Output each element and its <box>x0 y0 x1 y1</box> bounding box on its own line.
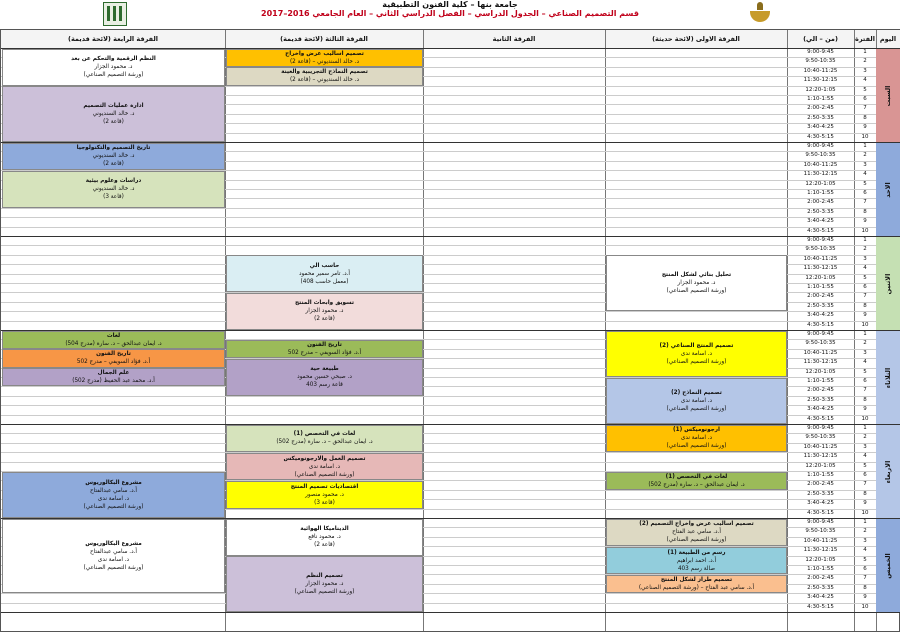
day-name: الخميس <box>884 552 892 579</box>
course-detail: د. محمود نافع <box>308 534 341 541</box>
period-time: 1:10-1:55 <box>807 378 834 384</box>
period-number: 4 <box>863 547 867 554</box>
period-time: 12:20-1:05 <box>805 180 836 187</box>
period-number: 1 <box>863 143 867 149</box>
course-block[interactable] <box>606 519 787 547</box>
course-name: تصميم المنتج الصناعي (2) <box>659 342 734 349</box>
course-block[interactable] <box>606 331 787 378</box>
period-number: 3 <box>863 255 867 262</box>
row-divider <box>1 245 876 246</box>
course-block[interactable] <box>226 556 423 612</box>
course-name: رسم من الطبيعة (1) <box>667 549 726 556</box>
period-number: 7 <box>863 481 867 488</box>
period-number: 5 <box>863 180 867 187</box>
period-time: 1:10-1:55 <box>807 472 834 478</box>
period-time: 12:20-1:05 <box>805 368 836 375</box>
course-block[interactable] <box>606 575 787 593</box>
day-name: الثلاثاء <box>884 367 892 388</box>
period-time: 3:40-4:25 <box>807 312 834 319</box>
period-time: 2:50-3:35 <box>807 396 834 403</box>
period-number: 4 <box>863 77 867 84</box>
course-block[interactable] <box>2 472 225 519</box>
period-time: 11:30-12:15 <box>803 171 838 178</box>
period-time: 2:00-2:45 <box>807 387 834 394</box>
period-time: 3:40-4:25 <box>807 218 834 225</box>
day-cell <box>876 331 900 424</box>
row-divider <box>1 593 876 594</box>
course-name: لغات في التخصص (1) <box>293 431 356 438</box>
course-detail: أ.د. سامي عبد الفتاح <box>672 529 721 536</box>
period-number: 1 <box>863 49 867 55</box>
period-time: 9:00-9:45 <box>807 237 834 243</box>
row-divider <box>1 217 876 218</box>
course-detail: (قاعة 2) <box>103 119 124 126</box>
row-divider <box>1 311 876 312</box>
course-detail: (قاعة 2) <box>314 316 335 323</box>
period-number: 1 <box>863 331 867 337</box>
period-time: 1:10-1:55 <box>807 190 834 196</box>
period-time: 12:20-1:05 <box>805 274 836 281</box>
col-header-year3: الفرقة الثالثة (لائحة قديمة) <box>225 30 423 48</box>
period-time: 11:30-12:15 <box>803 453 838 460</box>
period-time: 2:00-2:45 <box>807 105 834 112</box>
course-detail: (ورشة التصميم الصناعي) <box>83 503 144 510</box>
course-detail: د. ايمان عبدالحق – د. سارة (مدرج 502) <box>276 439 373 446</box>
course-block[interactable] <box>2 368 225 386</box>
period-time: 4:30-5:15 <box>807 415 834 422</box>
period-number: 9 <box>863 312 867 319</box>
course-name: لغات <box>106 332 121 339</box>
period-number: 3 <box>863 349 867 356</box>
period-number: 6 <box>863 472 867 478</box>
course-detail: د. محمود الجزار <box>305 581 344 588</box>
period-number: 9 <box>863 500 867 507</box>
period-number: 3 <box>863 161 867 168</box>
period-number: 3 <box>863 537 867 544</box>
period-time: 10:40-11:25 <box>803 161 838 168</box>
period-number: 8 <box>863 302 867 309</box>
course-detail: د. اسامة ندى <box>308 463 341 470</box>
period-time: 9:00-9:45 <box>807 143 834 149</box>
course-detail: أ.د. فؤاد السويفي – مدرج 502 <box>76 359 151 366</box>
period-number: 9 <box>863 124 867 131</box>
period-time: 2:00-2:45 <box>807 293 834 300</box>
course-detail: أ.د. فؤاد السويفي – مدرج 502 <box>287 350 362 357</box>
period-number: 7 <box>863 575 867 582</box>
day-name: السبت <box>884 85 892 106</box>
course-detail: د. اسامة ندى <box>680 350 713 357</box>
course-block[interactable] <box>606 547 787 575</box>
course-detail: (قاعة 3) <box>314 499 335 506</box>
period-time: 2:50-3:35 <box>807 490 834 497</box>
col-header-year2: الفرقة الثانية <box>423 30 605 48</box>
course-detail: (ورشة التصميم الصناعي) <box>666 358 727 365</box>
period-number: 2 <box>863 152 867 159</box>
course-detail: (ورشة التصميم الصناعي) <box>666 537 727 544</box>
course-detail: د. محمود الجزار <box>94 64 133 71</box>
course-block[interactable] <box>226 519 423 556</box>
period-time: 12:20-1:05 <box>805 556 836 563</box>
course-block[interactable] <box>2 349 225 367</box>
course-name: تصميم اساليب عرض واخراج <box>285 50 364 57</box>
period-time: 2:00-2:45 <box>807 575 834 582</box>
course-name: تصميم العمل والارجونوميكس <box>283 455 366 462</box>
course-name: تصميم طراز لشكل المنتج <box>660 577 733 584</box>
course-name: الديناميكا الهوائية <box>300 526 349 533</box>
day-name: الاحد <box>884 181 892 198</box>
course-block[interactable] <box>2 519 225 594</box>
page-header <box>0 0 900 28</box>
period-time: 1:10-1:55 <box>807 96 834 102</box>
col-header-period: الفترة <box>854 30 876 48</box>
period-time: 4:30-5:15 <box>807 509 834 516</box>
period-number: 5 <box>863 274 867 281</box>
course-detail: د. محمود منصور <box>305 491 344 498</box>
course-detail: أ.د. تامر سمير محمود <box>298 270 351 277</box>
course-detail: د. ايمان عبدالحق – د. سارة (مدرج 502) <box>648 481 745 488</box>
col-header-day: اليوم <box>876 30 900 48</box>
period-number: 7 <box>863 293 867 300</box>
period-number: 8 <box>863 396 867 403</box>
course-block[interactable] <box>2 331 225 349</box>
university-title: جامعة بنها – كلية الفنون التطبيقية <box>382 0 518 9</box>
period-time: 4:30-5:15 <box>807 227 834 234</box>
period-time: 12:20-1:05 <box>805 462 836 469</box>
period-time: 9:50-10:35 <box>805 528 836 535</box>
period-number: 2 <box>863 58 867 65</box>
col-header-year4: الفرقة الرابعة (لائحة قديمة) <box>1 30 225 48</box>
course-detail: (قاعة 3) <box>103 194 124 201</box>
course-detail: د. خالد السنديوني <box>92 153 135 160</box>
course-detail: (ورشة التصميم الصناعي) <box>666 443 727 450</box>
period-number: 5 <box>863 556 867 563</box>
period-time: 2:50-3:35 <box>807 584 834 591</box>
course-name: اقتصاديات تصميم المنتج <box>290 483 359 490</box>
period-number: 4 <box>863 453 867 460</box>
period-number: 10 <box>861 509 869 516</box>
period-time: 3:40-4:25 <box>807 594 834 601</box>
course-detail: (ورشة التصميم الصناعي) <box>83 72 144 79</box>
period-number: 5 <box>863 86 867 93</box>
period-number: 9 <box>863 406 867 413</box>
period-number: 1 <box>863 519 867 525</box>
period-number: 10 <box>861 415 869 422</box>
period-number: 4 <box>863 171 867 178</box>
course-detail: (قاعة 2) <box>314 542 335 549</box>
col-header-time: (من – الي) <box>787 30 854 48</box>
period-number: 2 <box>863 246 867 253</box>
course-detail: د. صبحي حسين محمود <box>297 374 352 381</box>
period-time: 3:40-4:25 <box>807 124 834 131</box>
course-block[interactable] <box>226 67 423 85</box>
course-name: لغات في التخصص (1) <box>665 473 728 480</box>
course-detail: د. اسامة ندى <box>97 556 130 563</box>
course-name: دراسات وعلوم بيئية <box>85 178 142 185</box>
row-divider <box>1 452 876 453</box>
course-detail: د. محمود الجزار <box>305 308 344 315</box>
course-detail: أ.د. سامي عبدالفتاح <box>89 548 138 555</box>
course-name: مشروع البكالوريوس <box>85 540 142 547</box>
period-number: 10 <box>861 133 869 140</box>
period-time: 9:00-9:45 <box>807 331 834 337</box>
course-block[interactable] <box>226 255 423 292</box>
period-number: 9 <box>863 594 867 601</box>
course-block[interactable] <box>606 472 787 490</box>
university-crest-icon <box>747 2 773 24</box>
period-time: 1:10-1:55 <box>807 284 834 290</box>
course-detail: أ.د. احمد ابراهيم <box>676 557 717 564</box>
period-time: 11:30-12:15 <box>803 547 838 554</box>
period-number: 8 <box>863 490 867 497</box>
course-block[interactable] <box>2 86 225 142</box>
course-detail: أ.د. سامي عبدالفتاح <box>89 487 138 494</box>
period-number: 8 <box>863 114 867 121</box>
day-divider <box>1 612 900 613</box>
course-detail: د. ايمان عبدالحق – د. سارة (مدرج 504) <box>65 340 162 347</box>
period-time: 2:00-2:45 <box>807 199 834 206</box>
period-number: 10 <box>861 603 869 610</box>
course-name: طبيعة حية <box>310 366 339 373</box>
period-time: 4:30-5:15 <box>807 321 834 328</box>
period-time: 9:00-9:45 <box>807 519 834 525</box>
period-number: 3 <box>863 67 867 74</box>
period-number: 3 <box>863 443 867 450</box>
period-time: 2:00-2:45 <box>807 481 834 488</box>
period-time: 2:50-3:35 <box>807 208 834 215</box>
course-detail: د. خالد السنديوني – (قاعة 2) <box>289 58 360 65</box>
period-number: 6 <box>863 566 867 572</box>
course-name: حاسب الي <box>309 262 340 269</box>
row-divider <box>1 227 876 228</box>
course-detail: د. محمود الجزار <box>677 280 716 287</box>
period-number: 7 <box>863 199 867 206</box>
day-cell <box>876 143 900 236</box>
period-time: 3:40-4:25 <box>807 500 834 507</box>
period-time: 10:40-11:25 <box>803 349 838 356</box>
course-name: ارجونوميكس (1) <box>673 427 720 434</box>
course-detail: د. خالد السنديوني <box>92 186 135 193</box>
course-detail: (ورشة التصميم الصناعي) <box>666 288 727 295</box>
course-block[interactable] <box>606 255 787 311</box>
period-number: 6 <box>863 96 867 102</box>
period-time: 9:50-10:35 <box>805 340 836 347</box>
course-detail: د. خالد السنديوني – (قاعة 2) <box>289 77 360 84</box>
course-name: علم الجمال <box>97 370 130 377</box>
period-number: 5 <box>863 462 867 469</box>
period-time: 1:10-1:55 <box>807 566 834 572</box>
period-number: 8 <box>863 584 867 591</box>
course-name: تاريخ التصميم والتكنولوجيا <box>76 145 151 152</box>
day-name: الاثنين <box>884 273 892 294</box>
period-number: 7 <box>863 387 867 394</box>
period-time: 11:30-12:15 <box>803 77 838 84</box>
row-divider <box>1 462 876 463</box>
course-detail: قاعة رسم 403 <box>306 382 343 389</box>
day-cell <box>876 519 900 612</box>
course-name: تصميم النماذج التجريبية والعينة <box>281 69 368 76</box>
period-time: 3:40-4:25 <box>807 406 834 413</box>
course-block[interactable] <box>226 481 423 509</box>
course-detail: (قاعة 2) <box>103 161 124 168</box>
course-detail: (معمل حاسب 408) <box>300 278 349 285</box>
course-name: تاريخ الفنون <box>96 351 131 358</box>
period-time: 9:50-10:35 <box>805 246 836 253</box>
course-block[interactable] <box>226 340 423 358</box>
period-time: 4:30-5:15 <box>807 603 834 610</box>
course-detail: د. اسامة ندى <box>680 435 713 442</box>
row-divider <box>1 603 876 604</box>
period-time: 9:50-10:35 <box>805 152 836 159</box>
day-cell <box>876 425 900 518</box>
course-block[interactable] <box>226 359 423 396</box>
row-divider <box>1 208 876 209</box>
course-detail: صالة رسم 403 <box>677 565 716 572</box>
day-name: الاربعاء <box>884 460 892 483</box>
course-name: النظم الرقمية والتحكم عن بعد <box>71 56 156 63</box>
period-number: 6 <box>863 284 867 290</box>
day-divider <box>1 236 900 237</box>
course-block[interactable] <box>2 171 225 208</box>
period-number: 2 <box>863 528 867 535</box>
period-time: 10:40-11:25 <box>803 537 838 544</box>
course-block[interactable] <box>606 378 787 425</box>
course-detail: د. اسامة ندى <box>97 495 130 502</box>
period-time: 10:40-11:25 <box>803 67 838 74</box>
course-block[interactable] <box>2 49 225 86</box>
course-detail: د. اسامة ندى <box>680 397 713 404</box>
course-block[interactable] <box>226 293 423 330</box>
period-time: 9:00-9:45 <box>807 425 834 431</box>
period-time: 9:50-10:35 <box>805 434 836 441</box>
course-block[interactable] <box>226 453 423 481</box>
day-cell <box>876 237 900 330</box>
course-name: تاريخ الفنون <box>307 342 342 349</box>
period-time: 9:50-10:35 <box>805 58 836 65</box>
period-time: 11:30-12:15 <box>803 359 838 366</box>
col-header-year1: الفرقة الاولى (لائحة حديثة) <box>605 30 787 48</box>
period-time: 10:40-11:25 <box>803 443 838 450</box>
faculty-logo-icon <box>103 2 127 26</box>
period-number: 9 <box>863 218 867 225</box>
day-cell <box>876 49 900 142</box>
period-number: 5 <box>863 368 867 375</box>
course-detail: د. خالد السنديوني <box>92 111 135 118</box>
period-number: 4 <box>863 265 867 272</box>
period-number: 8 <box>863 208 867 215</box>
period-number: 10 <box>861 227 869 234</box>
period-number: 10 <box>861 321 869 328</box>
period-time: 10:40-11:25 <box>803 255 838 262</box>
course-detail: أ.د. سامي عبد الفتاح – (ورشة التصميم الصناعي) <box>638 585 755 592</box>
course-name: تحليل بنائي لشكل المنتج <box>661 272 732 279</box>
course-detail: (ورشة التصميم الصناعي) <box>83 564 144 571</box>
course-block[interactable] <box>226 49 423 67</box>
period-time: 2:50-3:35 <box>807 114 834 121</box>
course-name: تسويق وابحاث المنتج <box>295 300 354 307</box>
period-number: 6 <box>863 378 867 384</box>
course-block[interactable] <box>606 425 787 453</box>
period-time: 2:50-3:35 <box>807 302 834 309</box>
course-name: ادارة عمليات التصميم <box>83 103 144 110</box>
period-number: 4 <box>863 359 867 366</box>
period-number: 1 <box>863 425 867 431</box>
course-name: مشروع البكالوريوس <box>85 479 142 486</box>
course-name: تصميم النماذج (2) <box>671 389 722 396</box>
course-block[interactable] <box>2 143 225 171</box>
period-number: 6 <box>863 190 867 196</box>
period-number: 7 <box>863 105 867 112</box>
course-name: تصميم النظم <box>306 573 343 580</box>
course-detail: (ورشة التصميم الصناعي) <box>294 589 355 596</box>
row-divider <box>1 321 876 322</box>
period-number: 1 <box>863 237 867 243</box>
period-number: 2 <box>863 434 867 441</box>
period-time: 4:30-5:15 <box>807 133 834 140</box>
period-time: 12:20-1:05 <box>805 86 836 93</box>
schedule-title: قسم التصميم الصناعي – الجدول الدراسي – الفصل الدراسي الثاني – العام الجامعي 2016–2017 <box>261 9 639 18</box>
course-detail: أ.د. محمد عبد الحفيظ (مدرج 502) <box>72 378 155 385</box>
course-name: تصميم اساليب عرض واخراج التصميم (2) <box>639 521 754 528</box>
course-detail: (ورشة التصميم الصناعي) <box>666 405 727 412</box>
period-time: 9:00-9:45 <box>807 49 834 55</box>
period-number: 2 <box>863 340 867 347</box>
course-block[interactable] <box>226 425 423 453</box>
period-time: 11:30-12:15 <box>803 265 838 272</box>
schedule-table <box>0 29 900 632</box>
course-detail: (ورشة التصميم الصناعي) <box>294 471 355 478</box>
